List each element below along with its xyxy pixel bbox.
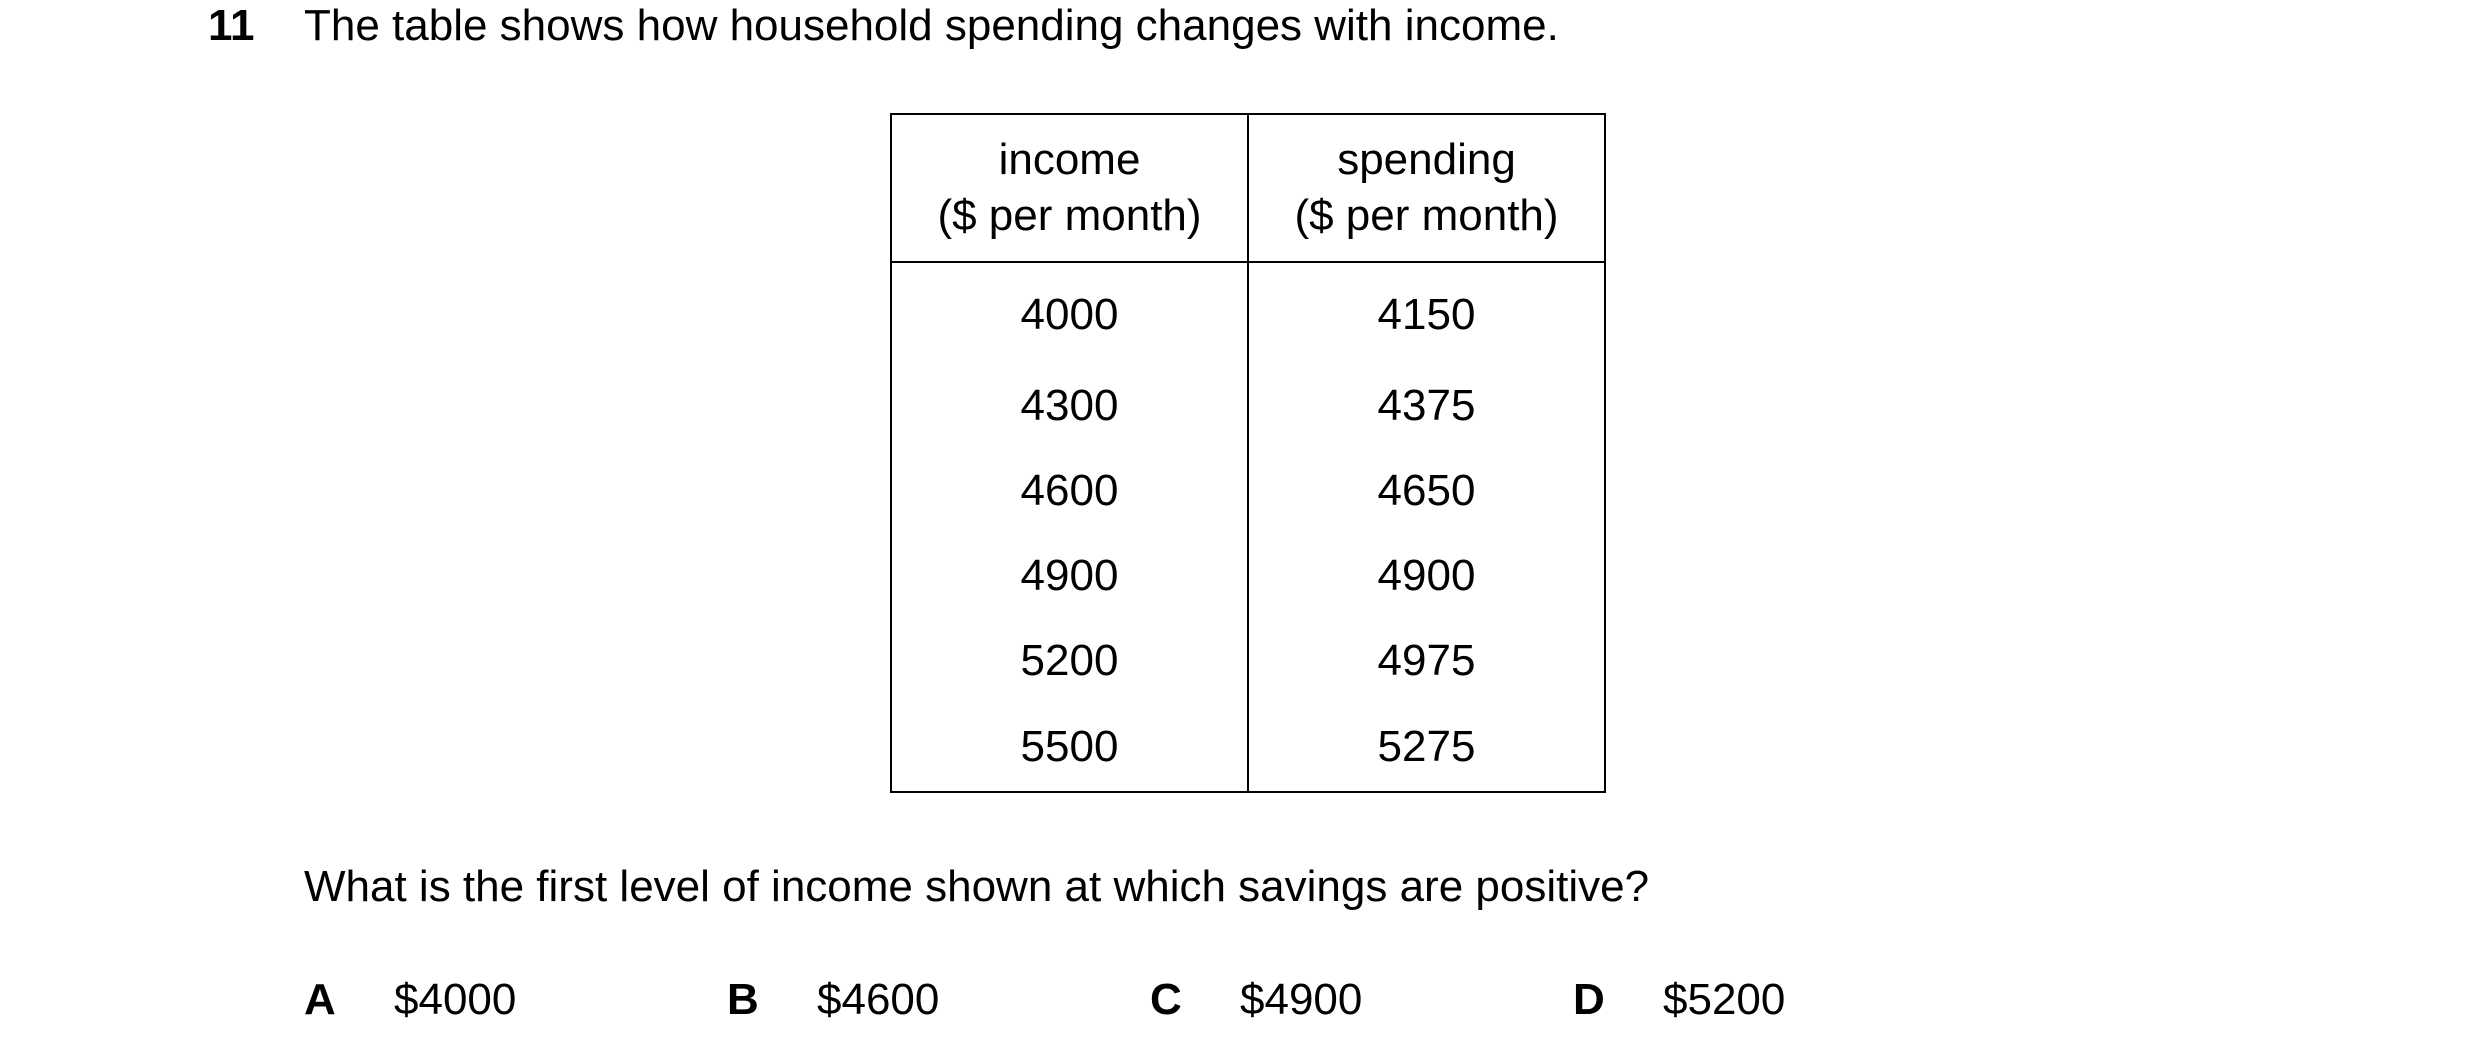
income-cell: 4000 (891, 262, 1248, 363)
spending-cell: 5275 (1248, 703, 1605, 792)
option-letter: D (1573, 975, 1605, 1024)
income-header (891, 114, 1248, 262)
income-header-label: income (998, 135, 1141, 184)
table-row (891, 533, 1605, 618)
spending-cell: 4900 (1248, 533, 1605, 618)
option-letter: B (727, 975, 759, 1024)
option-a[interactable] (304, 974, 516, 1026)
table-row (891, 618, 1605, 703)
table-row (891, 363, 1605, 448)
income-cell: 5500 (891, 703, 1248, 792)
income-cell: 5200 (891, 618, 1248, 703)
question-stem: The table shows how household spending changes with income. (304, 1, 1559, 50)
option-b[interactable] (727, 974, 939, 1026)
table-header-row (891, 114, 1605, 262)
spending-header (1248, 114, 1605, 262)
spending-cell: 4975 (1248, 618, 1605, 703)
spending-cell: 4150 (1248, 262, 1605, 363)
option-c[interactable] (1150, 974, 1362, 1026)
question-number: 11 (208, 1, 255, 50)
income-header-unit: ($ per month) (937, 191, 1202, 240)
option-letter: A (304, 975, 336, 1024)
table-row (891, 703, 1605, 792)
option-text: $4600 (817, 975, 940, 1024)
question-prompt: What is the first level of income shown at which savings are positive? (304, 862, 1650, 911)
option-letter: C (1150, 975, 1182, 1024)
spending-header-unit: ($ per month) (1294, 191, 1559, 240)
income-spending-table (890, 113, 1606, 793)
option-text: $4900 (1240, 975, 1363, 1024)
option-text: $5200 (1663, 975, 1786, 1024)
spending-header-label: spending (1337, 135, 1516, 184)
spending-cell: 4375 (1248, 363, 1605, 448)
spending-cell: 4650 (1248, 448, 1605, 533)
table-row (891, 448, 1605, 533)
option-d[interactable] (1573, 974, 1785, 1026)
income-cell: 4900 (891, 533, 1248, 618)
income-cell: 4600 (891, 448, 1248, 533)
income-cell: 4300 (891, 363, 1248, 448)
table-row (891, 262, 1605, 363)
option-text: $4000 (394, 975, 517, 1024)
